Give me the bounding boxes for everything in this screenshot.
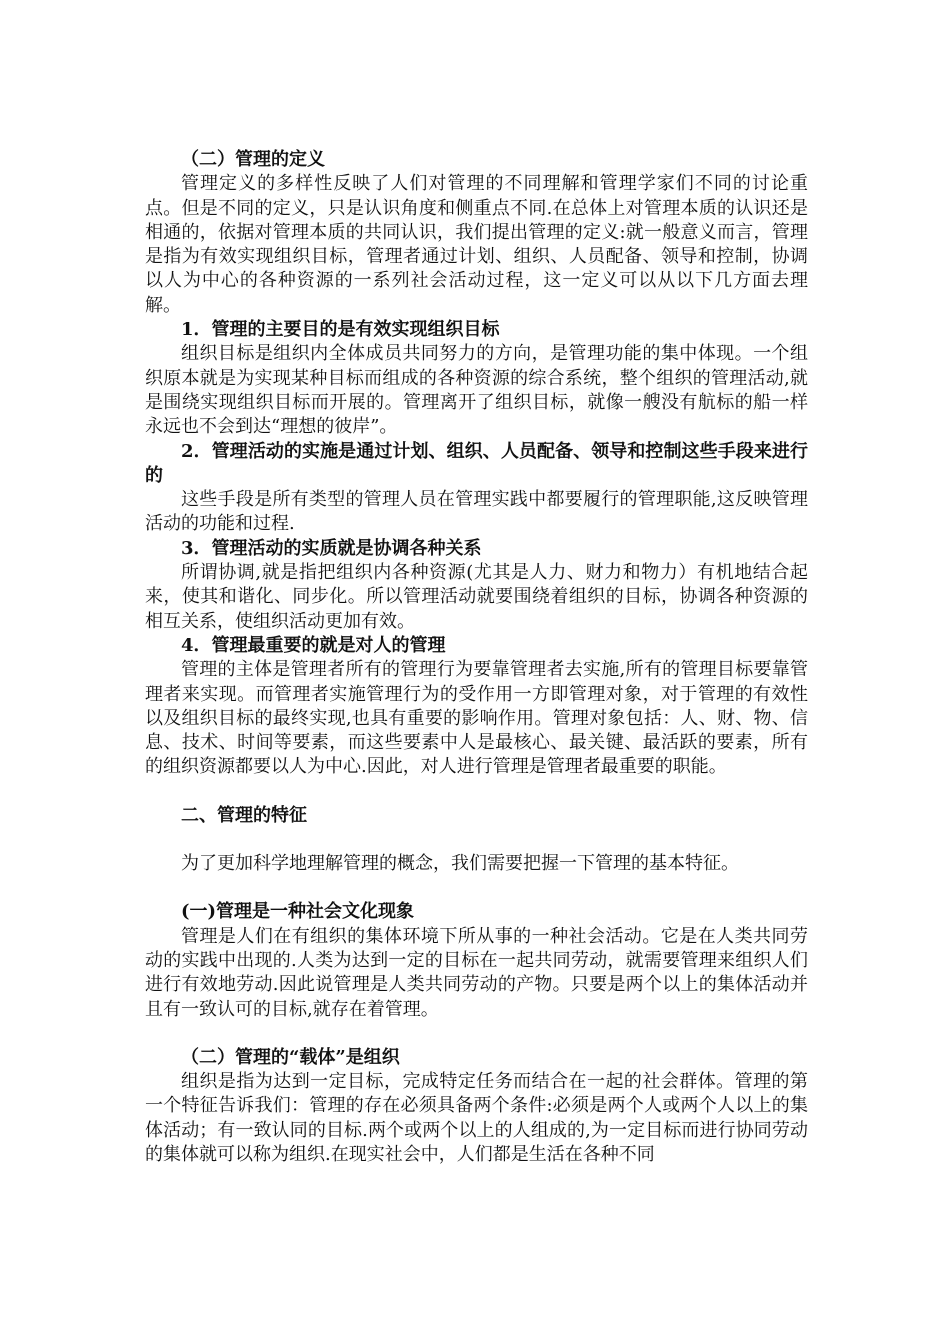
subheading-1: 1．管理的主要目的是有效实现组织目标 <box>181 319 500 341</box>
subheading-4: 4．管理最重要的就是对人的管理 <box>181 634 446 656</box>
subheading-b: （二）管理的“载体”是组织 <box>181 1046 400 1068</box>
section-heading-definition: （二）管理的定义 <box>181 149 325 170</box>
paragraph-b: 组织是指为达到一定目标，完成特定任务而结合在一起的社会群体。管理的第一个特征告诉我们：管理的存在必须具备两个条件:必须是两个人或两个人以上的集体活动；有一致认同的目标.两个或两个以上的人组成的,为一定目标而进行协同劳动的集体就可以称为组织.在现实社会中，人们都是生活在各种不同 <box>145 1071 808 1165</box>
paragraph-intro: 为了更加科学地理解管理的概念，我们需要把握一下管理的基本特征。 <box>181 853 739 875</box>
paragraph-3: 所谓协调,就是指把组织内各种资源(尤其是人力、财力和物力）有机地结合起来，使其和谐化、同步化。所以管理活动就要围绕着组织的目标，协调各种资源的相互关系，使组织活动更加有效。 <box>145 562 808 632</box>
subheading-a: (一)管理是一种社会文化现象 <box>181 901 415 923</box>
section-heading-features: 二、管理的特征 <box>181 804 307 826</box>
paragraph-1: 组织目标是组织内全体成员共同努力的方向，是管理功能的集中体现。一个组织原本就是为实现某种目标而组成的各种资源的综合系统，整个组织的管理活动,就是围绕实现组织目标而开展的。管理离开了组织目标，就像一艘没有航标的船一样永远也不会到达“理想的彼岸”。 <box>145 343 808 438</box>
paragraph-a: 管理是人们在有组织的集体环境下所从事的一种社会活动。它是在人类共同劳动的实践中出现的.人类为达到一定的目标在一起共同劳动，就需要管理来组织人们进行有效地劳动.因此说管理是人类共同劳动的产物。只要是两个以上的集体活动并且有一致认可的目标,就存在着管理。 <box>145 925 808 1020</box>
subheading-3: 3．管理活动的实质就是协调各种关系 <box>181 537 482 559</box>
paragraph-definition: 管理定义的多样性反映了人们对管理的不同理解和管理学家们不同的讨论重点。但是不同的定义，只是认识角度和侧重点不同.在总体上对管理本质的认识还是相通的，依据对管理本质的共同认识，我们提出管理的定义:就一般意义而言，管理是指为有效实现组织目标，管理者通过计划、组织、人员配备、领导和控制，协调以人为中心的各种资源的一系列社会活动过程，这一定义可以从以下几方面去理解。 <box>145 173 808 316</box>
paragraph-2: 这些手段是所有类型的管理人员在管理实践中都要履行的管理职能,这反映管理活动的功能和过程. <box>145 489 808 535</box>
document-page <box>145 148 808 1167</box>
paragraph-4: 管理的主体是管理者所有的管理行为要靠管理者去实施,所有的管理目标要靠管理者来实现。而管理者实施管理行为的受作用一方即管理对象，对于管理的有效性以及组织目标的最终实现,也具有重要的影响作用。管理对象包括：人、财、物、信息、技术、时间等要素，而这些要素中人是最核心、最关键、最活跃的要素，所有的组织资源都要以人为中心.因此，对人进行管理是管理者最重要的职能。 <box>145 659 808 778</box>
subheading-2: 2．管理活动的实施是通过计划、组织、人员配备、领导和控制这些手段来进行的 <box>145 440 808 486</box>
